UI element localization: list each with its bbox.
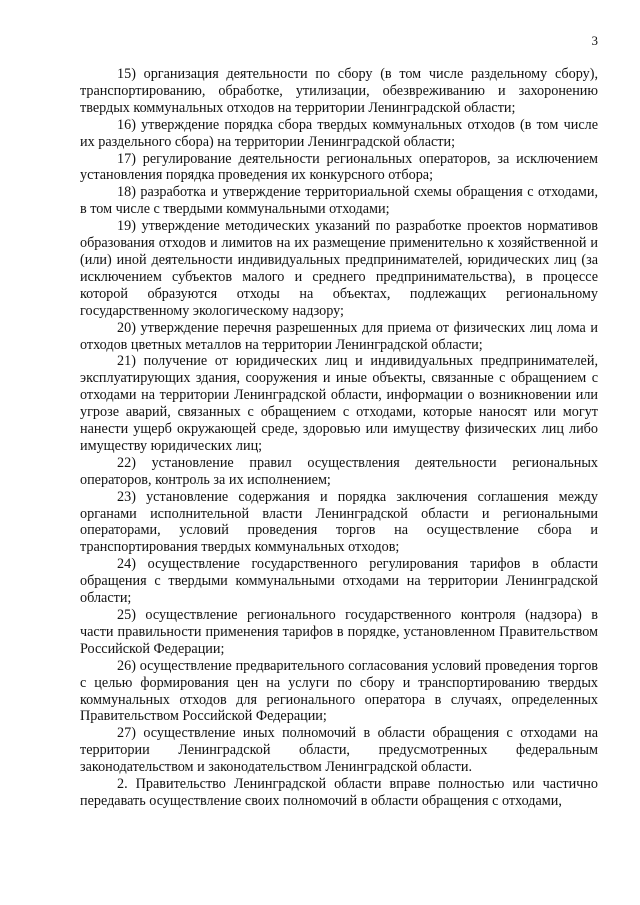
paragraph-item-20: 20) утверждение перечня разрешенных для приема от физических лиц лома и отходов цветных металлов на территории Ленинградской области; [80,319,598,353]
document-body [80,66,598,810]
paragraph-item-27: 27) осуществление иных полномочий в области обращения с отходами на территории Ленинградской области, предусмотренных федеральным законодательством и законодательством Ленинградской области. [80,725,598,776]
paragraph-item-19: 19) утверждение методических указаний по разработке проектов нормативов образования отходов и лимитов на их размещение применительно к хозяйственной и (или) иной деятельности индивидуальных предпринимателей, юридических лиц (за исключением субъектов малого и среднего предпринимательства), в процессе которой образуются отходы на объектах, подлежащих региональному государственному экологическому надзору; [80,218,598,319]
paragraph-item-24: 24) осуществление государственного регулирования тарифов в области обращения с твердыми коммунальными отходами на территории Ленинградской области; [80,556,598,607]
paragraph-item-26: 26) осуществление предварительного согласования условий проведения торгов с целью формирования цен на услуги по сбору и транспортированию твердых коммунальных отходов для регионального оператора в случаях, определенных Правительством Российской Федерации; [80,657,598,725]
paragraph-item-16: 16) утверждение порядка сбора твердых коммунальных отходов (в том числе их раздельного сбора) на территории Ленинградской области; [80,116,598,150]
paragraph-item-18: 18) разработка и утверждение территориальной схемы обращения с отходами, в том числе с твердыми коммунальными отходами; [80,184,598,218]
paragraph-item-22: 22) установление правил осуществления деятельности региональных операторов, контроль за их исполнением; [80,454,598,488]
paragraph-item-15: 15) организация деятельности по сбору (в том числе раздельному сбору), транспортированию, обработке, утилизации, обезвреживанию и захоронению твердых коммунальных отходов на территории Ленинградской области; [80,66,598,116]
page-number: 3 [591,33,598,48]
paragraph-item-25: 25) осуществление регионального государственного контроля (надзора) в части правильности применения тарифов в порядке, установленном Правительством Российской Федерации; [80,607,598,657]
paragraph-item-17: 17) регулирование деятельности региональных операторов, за исключением установления порядка проведения их конкурсного отбора; [80,150,598,184]
section-paragraph-2: 2. Правительство Ленинградской области вправе полностью или частично передавать осуществление своих полномочий в области обращения с отходами, [80,776,598,809]
paragraph-item-23: 23) установление содержания и порядка заключения соглашения между органами исполнительной власти Ленинградской области и региональными операторами, условий проведения торгов на осуществление сбора и транспортирования твердых коммунальных отходов; [80,488,598,556]
paragraph-item-21: 21) получение от юридических лиц и индивидуальных предпринимателей, эксплуатирующих здания, сооружения и иные объекты, связанные с обращением с отходами на территории Ленинградской области, информации о возникновении или угрозе аварий, связанных с обращением с отходами, которые наносят или могут нанести ущерб окружающей среде, здоровью или имуществу физических лиц либо имуществу юридических лиц; [80,353,598,454]
